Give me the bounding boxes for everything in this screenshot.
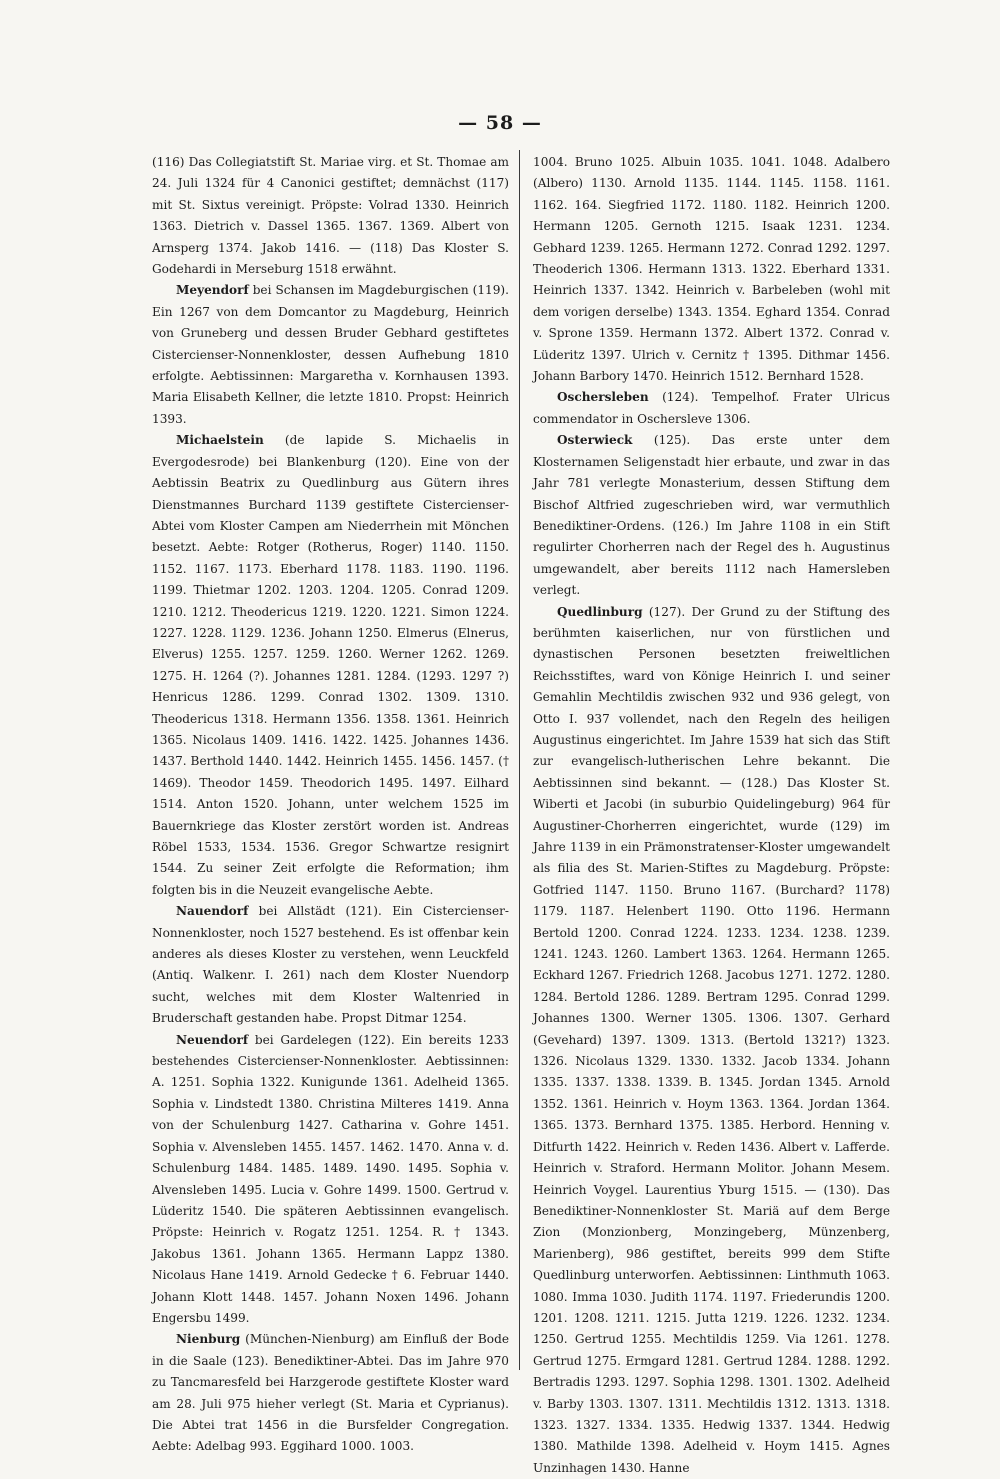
entry-heading: Nauendorf [176, 904, 249, 919]
entry-quedlinburg [533, 602, 890, 1479]
entry-heading: Nienburg [176, 1332, 241, 1347]
entry-osterwieck [533, 430, 890, 601]
entry-text: (127). Der Grund zu der Stiftung des berühmten kaiserlichen, nur von fürstlichen und dynastischen Personen besetzten freiweltlichen Reichsstiftes, ward von Könige Heinrich I. und seiner Gemahlin Mechtildis zwischen 932 und 936 gelegt, von Otto I. 937 vollendet, nach den Regeln des heiligen Augustinus eingerichtet. Im Jahre 1539 hat sich das Stift zur evangelisch-lutherischen Lehre bekannt. Die Aebtissinnen sind bekannt. — (128.) Das Kloster St. Wiberti et Jacobi (in suburbio Quidelingeburg) 964 für Augustiner-Chorherren eingerichtet, wurde (129) im Jahre 1139 in ein Prämonstratenser-Kloster umgewandelt als filia des St. Marien-Stiftes zu Magdeburg. Pröpste: Gotfried 1147. 1150. Bruno 1167. (Burchard? 1178) 1179. 1187. Helenbert 1190. Otto 1196. Hermann Bertold 1200. Conrad 1224. 1233. 1234. 1238. 1239. 1241. 1243. 1260. Lambert 1363. 1264. Hermann 1265. Eckhard 1267. Friedrich 1268. Jacobus 1271. 1272. 1280. 1284. Bertold 1286. 1289. Bertram 1295. Conrad 1299. Johannes 1300. Werner 1305. 1306. 1307. Gerhard (Gevehard) 1397. 1309. 1313. (Bertold 1321?) 1323. 1326. Nicolaus 1329. 1330. 1332. Jacob 1334. Johann 1335. 1337. 1338. 1339. B. 1345. Jordan 1345. Arnold 1352. 1361. Heinrich v. Hoym 1363. 1364. Jordan 1364. 1365. 1373. Bernhard 1375. 1385. Herbord. Henning v. Ditfurth 1422. Heinrich v. Reden 1436. Albert v. Lafferde. Heinrich v. Straford. Hermann Molitor. Johann Mesem. Heinrich Voygel. Laurentius Yburg 1515. — (130). Das Benediktiner-Nonnenkloster St. Mariä auf dem Berge Zion (Monzionberg, Monzingeberg, Münzenberg, Marienberg), 986 gestiftet, bereits 999 dem Stifte Quedlinburg unterworfen. Aebtissinnen: Linthmuth 1063. 1080. Imma 1030. Judith 1174. 1197. Friederundis 1200. 1201. 1208. 1211. 1215. Jutta 1219. 1226. 1232. 1234. 1250. Gertrud 1255. Mechtildis 1259. Via 1261. 1278. Gertrud 1275. Ermgard 1281. Gertrud 1284. 1288. 1292. Bertradis 1293. 1297. Sophia 1298. 1301. 1302. Adelheid v. Barby 1303. 1307. 1311. Mechtildis 1312. 1313. 1318. 1323. 1327. 1334. 1335. Hedwig 1337. 1344. Hedwig 1380. Mathilde 1398. Adelheid v. Hoym 1415. Agnes Unzinhagen 1430. Hanne [533, 604, 890, 1475]
left-column [152, 152, 509, 1454]
entry-heading: Quedlinburg [557, 604, 643, 619]
entry-text: bei Schansen im Magdeburgischen (119). Ein 1267 von dem Domcantor zu Magdeburg, Heinrich von Gruneberg und dessen Bruder Gebhard gestiftetes Cistercienser-Nonnenkloster, dessen Aufhebung 1810 erfolgte. Aebtissinnen: Margaretha v. Kornhausen 1393. Maria Elisabeth Kellner, die letzte 1810. Propst: Heinrich 1393. [152, 283, 509, 426]
column-divider [519, 150, 520, 1370]
entry-text: (124). Tempelhof. Frater Ulricus commendator in Oschersleve 1306. [533, 390, 890, 426]
entry-nauendorf [152, 901, 509, 1029]
page-number: — 58 — [458, 112, 542, 134]
entry-text: 1004. Bruno 1025. Albuin 1035. 1041. 1048. Adalbero (Albero) 1130. Arnold 1135. 1144. 1145. 1158. 1161. 1162. 164. Siegfried 1172. 1180. 1182. Heinrich 1200. Hermann 1205. Gernoth 1215. Isaak 1231. 1234. Gebhard 1239. 1265. Hermann 1272. Conrad 1292. 1297. Theoderich 1306. Hermann 1313. 1322. Eberhard 1331. Heinrich 1337. 1342. Heinrich v. Barbeleben (wohl mit dem vorigen derselbe) 1343. 1354. Eghard 1354. Conrad v. Sprone 1359. Hermann 1372. Albert 1372. Conrad v. Lüderitz 1397. Ulrich v. Cernitz † 1395. Dithmar 1456. Johann Barbory 1470. Heinrich 1512. Bernhard 1528. [533, 155, 890, 384]
entry-michaelstein [152, 430, 509, 901]
entry-text: (116) Das Collegiatstift St. Mariae virg. et St. Thomae am 24. Juli 1324 für 4 Canonici gestiftet; demnächst (117) mit St. Sixtus vereinigt. Pröpste: Volrad 1330. Heinrich 1363. Dietrich v. Dassel 1365. 1367. 1369. Albert von Arnsperg 1374. Jakob 1416. — (118) Das Kloster S. Godehardi in Merseburg 1518 erwähnt. [152, 155, 509, 277]
entry-heading: Oschersleben [557, 390, 649, 405]
entry-oschersleben [533, 387, 890, 430]
entry-heading: Neuendorf [176, 1032, 249, 1047]
entry-text: (München-Nienburg) am Einfluß der Bode in die Saale (123). Benediktiner-Abtei. Das im Jahre 970 zu Tancmaresfeld bei Harzgerode gestiftete Kloster ward am 28. Juli 975 hieher verlegt (St. Maria et Cyprianus). Die Abtei trat 1456 in die Bursfelder Congregation. Aebte: Adelbag 993. Eggihard 1000. 1003. [152, 1332, 509, 1454]
entry-text: bei Allstädt (121). Ein Cistercienser-Nonnenkloster, noch 1527 bestehend. Es ist offenbar kein anderes als dieses Kloster zu verstehen, wenn Leuckfeld (Antiq. Walkenr. I. 261) nach dem Kloster Nuendorp sucht, welches mit dem Kloster Waltenried in Bruderschaft gestanden habe. Propst Ditmar 1254. [152, 904, 509, 1026]
entry-nienburg [152, 1329, 509, 1457]
entry-heading: Osterwieck [557, 433, 633, 448]
entry-heading: Michaelstein [176, 433, 264, 448]
entry-nienburg-continued [533, 152, 890, 387]
entry-neuendorf [152, 1030, 509, 1330]
entry-text: (125). Das erste unter dem Klosternamen Seligenstadt hier erbaute, und zwar in das Jahr 781 verlegte Monasterium, dessen Stiftung dem Bischof Altfried zugeschrieben wird, war vermuthlich Benediktiner-Ordens. (126.) Im Jahre 1108 in ein Stift regulirter Chorherren nach der Regel des h. Augustinus umgewandelt, aber bereits 1112 nach Hamersleben verlegt. [533, 433, 890, 598]
right-column [533, 152, 890, 1475]
entry-meyendorf [152, 280, 509, 430]
entry-text: bei Gardelegen (122). Ein bereits 1233 bestehendes Cistercienser-Nonnenkloster. Aebtissinnen: A. 1251. Sophia 1322. Kunigunde 1361. Adelheid 1365. Sophia v. Lindstedt 1380. Christina Milteres 1419. Anna von der Schulenburg 1427. Catharina v. Gohre 1451. Sophia v. Alvensleben 1455. 1457. 1462. 1470. Anna v. d. Schulenburg 1484. 1485. 1489. 1490. 1495. Sophia v. Alvensleben 1495. Lucia v. Gohre 1499. 1500. Gertrud v. Lüderitz 1540. Die späteren Aebtissinnen evangelisch. Pröpste: Heinrich v. Rogatz 1251. 1254. R. † 1343. Jakobus 1361. Johann 1365. Hermann Lappz 1380. Nicolaus Hane 1419. Arnold Gedecke † 6. Februar 1440. Johann Klott 1448. 1457. Johann Noxen 1496. Johann Engersbu 1499. [152, 1032, 509, 1325]
entry-text: (de lapide S. Michaelis in Evergodesrode) bei Blankenburg (120). Eine von der Aebtissin Beatrix zu Quedlinburg aus Gütern ihres Dienstmannes Burchard 1139 gestiftete Cistercienser-Abtei vom Kloster Campen am Niederrhein mit Mönchen besetzt. Aebte: Rotger (Rotherus, Roger) 1140. 1150. 1152. 1167. 1173. Eberhard 1178. 1183. 1190. 1196. 1199. Thietmar 1202. 1203. 1204. 1205. Conrad 1209. 1210. 1212. Theodericus 1219. 1220. 1221. Simon 1224. 1227. 1228. 1129. 1236. Johann 1250. Elmerus (Elnerus, Elverus) 1255. 1257. 1259. 1260. Werner 1262. 1269. 1275. H. 1264 (?). Johannes 1281. 1284. (1293. 1297 ?) Henricus 1286. 1299. Conrad 1302. 1309. 1310. Theodericus 1318. Hermann 1356. 1358. 1361. Heinrich 1365. Nicolaus 1409. 1416. 1422. 1425. Johannes 1436. 1437. Berthold 1440. 1442. Heinrich 1455. 1456. 1457. († 1469). Theodor 1459. Theodorich 1495. 1497. Eilhard 1514. Anton 1520. Johann, unter welchem 1525 im Bauernkriege das Kloster zerstört worden ist. Andreas Röbel 1533, 1534. 1536. Gregor Schwartze resignirt 1544. Zu seiner Zeit erfolgte die Reformation; ihm folgten bis in die Neuzeit evangelische Aebte. [152, 433, 509, 897]
entry-heading: Meyendorf [176, 283, 249, 298]
entry-collegiatstift [152, 152, 509, 280]
